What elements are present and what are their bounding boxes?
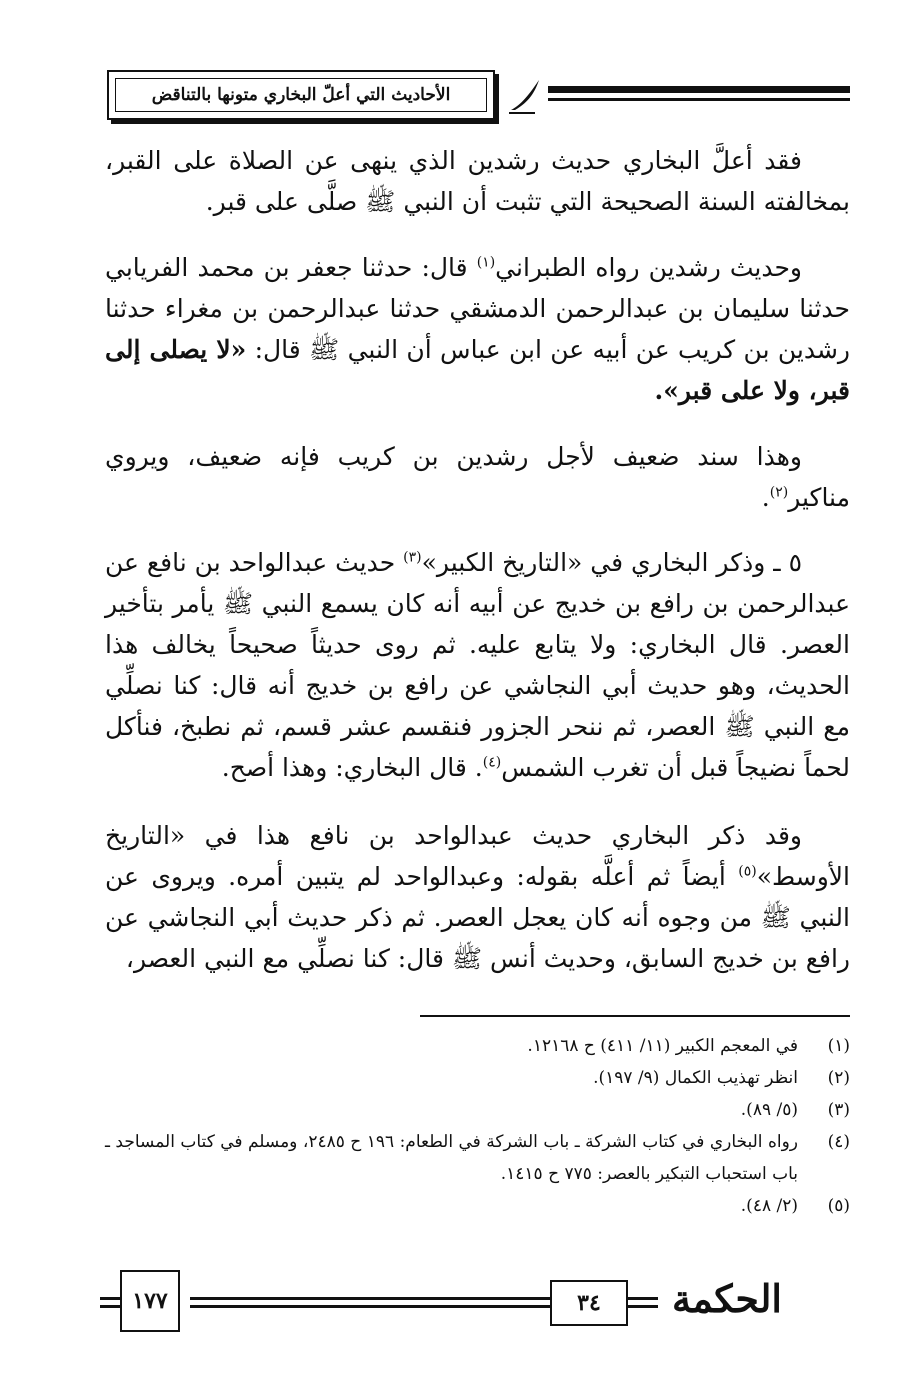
paragraph-text: وهذا سند ضعيف لأجل رشدين بن كريب فإنه ضعيف، ويروي مناكير xyxy=(105,442,850,512)
footnote-ref[interactable]: (٢) xyxy=(769,484,789,501)
footnote-ref[interactable]: (٥) xyxy=(738,863,757,880)
quill-pen-icon xyxy=(505,76,545,116)
journal-logo: الحكمة xyxy=(672,1276,782,1321)
footnote-number: (٢) xyxy=(827,1068,850,1088)
paragraph-text: . قال البخاري: وهذا أصح. xyxy=(221,753,483,782)
hadith-quote: «لا يصلى إلى قبر، ولا على قبر». xyxy=(105,335,850,405)
footnote-text: في المعجم الكبير (١١/ ٤١١) ح ١٢١٦٨. xyxy=(527,1036,798,1056)
footnote-text: (٢/ ٤٨). xyxy=(740,1196,798,1216)
footnote-text: انظر تهذيب الكمال (٩/ ١٩٧). xyxy=(593,1068,798,1088)
paragraph-4 xyxy=(105,542,850,788)
footer-rule-right xyxy=(628,1297,658,1313)
footnote-number: (٣) xyxy=(827,1100,850,1120)
paragraph-text: حديث عبدالواحد بن نافع عن عبدالرحمن بن رافع بن خديج عن أبيه أنه كان يسمع النبي ﷺ يأمر بتأخير العصر. قال البخاري: ولا يتابع عليه. ثم روى حديثاً صحيحاً يخالف هذا الحديث، وهو حديث أبي النجاشي عن رافع بن خديج أنه قال: كنا نصلِّي مع النبي ﷺ العصر، ثم ننحر الجزور فنقسم عشر قسم، ثم نطبخ، فنأكل لحماً نضيجاً قبل أن تغرب الشمس xyxy=(104,548,850,782)
paragraph-text: قال: حدثنا جعفر بن محمد الفريابي حدثنا سليمان بن عبدالرحمن الدمشقي حدثنا عبدالرحمن بن مغراء حدثنا رشدين بن كريب عن أبيه عن ابن عباس أن النبي ﷺ قال: xyxy=(105,253,851,364)
footnote-item xyxy=(105,1126,850,1190)
paragraph-text: أيضاً ثم أعلَّه بقوله: وعبدالواحد لم يتبين أمره. ويروى عن النبي ﷺ من وجوه أنه كان يعجل العصر. ثم ذكر حديث أبي النجاشي عن رافع بن خديج السابق، وحديث أنس ﷺ قال: كنا نصلِّي مع النبي العصر، xyxy=(105,862,850,973)
paragraph-text: ٥ ـ وذكر البخاري في «التاريخ الكبير» xyxy=(421,548,802,577)
footnote-number: (٤) xyxy=(827,1132,850,1152)
footnote-separator xyxy=(420,1015,850,1017)
issue-number-tag: ٣٤ xyxy=(550,1280,628,1326)
paragraph-3 xyxy=(105,436,850,518)
footnote-item xyxy=(105,1190,850,1222)
footnote-ref[interactable]: (١) xyxy=(476,254,496,271)
paragraph-1 xyxy=(105,140,850,222)
footnote-item xyxy=(105,1094,850,1126)
paragraph-text: فقد أعلَّ البخاري حديث رشدين الذي ينهى عن الصلاة على القبر، بمخالفته السنة الصحيحة التي تثبت أن النبي ﷺ صلَّى على قبر. xyxy=(105,146,850,216)
page-number: ١٧٧ xyxy=(120,1270,180,1332)
footnote-item xyxy=(105,1062,850,1094)
paragraph-5 xyxy=(105,815,850,979)
footnote-text: (٥/ ٨٩). xyxy=(740,1100,798,1120)
footnote-item xyxy=(105,1030,850,1062)
footer-rule-left xyxy=(100,1297,122,1313)
footnote-ref[interactable]: (٣) xyxy=(403,549,422,566)
footnote-number: (١) xyxy=(827,1036,850,1056)
paragraph-text: وقد ذكر البخاري حديث عبدالواحد بن نافع هذا في «التاريخ الأوسط» xyxy=(105,821,850,891)
footnotes xyxy=(105,1030,850,1222)
running-header xyxy=(107,70,495,120)
footnote-number: (٥) xyxy=(827,1196,850,1216)
paragraph-text: وحديث رشدين رواه الطبراني xyxy=(495,253,802,282)
header-rule xyxy=(548,86,850,101)
paragraph-2 xyxy=(105,247,850,411)
footnote-ref[interactable]: (٤) xyxy=(482,754,502,771)
paragraph-text: . xyxy=(761,483,770,512)
footnote-text: رواه البخاري في كتاب الشركة ـ باب الشركة في الطعام: ١٩٦ ح ٢٤٨٥، ومسلم في كتاب المساجد ـ باب استحباب التبكير بالعصر: ٧٧٥ ح ١٤١٥. xyxy=(105,1132,799,1184)
header-title: الأحاديث التي أعلّ البخاري متونها بالتناقض xyxy=(151,85,451,105)
footer-rule-middle xyxy=(190,1297,550,1313)
